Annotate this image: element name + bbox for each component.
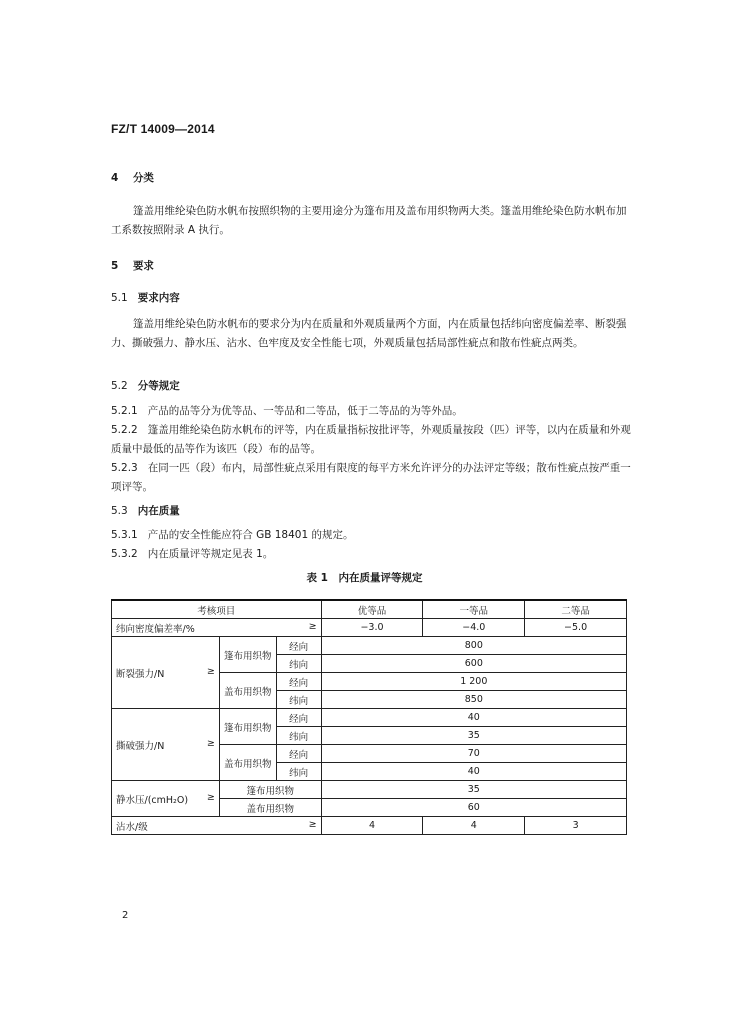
cell-value: 800 — [321, 637, 626, 655]
direction: 经向 — [276, 745, 321, 763]
direction: 纬向 — [276, 727, 321, 745]
table-row — [112, 709, 627, 727]
fabric-type: 盖布用织物 — [219, 745, 276, 781]
fabric-type: 盖布用织物 — [219, 799, 321, 817]
standard-number-header: FZ/T 14009—2014 — [111, 122, 215, 136]
clause-text: 产品的安全性能应符合 GB 18401 的规定。 — [147, 529, 354, 541]
cell-value: −5.0 — [525, 619, 627, 637]
label-text: 撕破强力/N — [116, 740, 165, 752]
cell-value: 4 — [321, 817, 423, 835]
cell-value: 40 — [321, 763, 626, 781]
clause-text: 产品的品等分为优等品、一等品和二等品，低于二等品的为等外品。 — [147, 405, 463, 417]
header-grade-superior: 优等品 — [321, 600, 423, 619]
section-number: 4 — [111, 172, 119, 184]
header-grade-second: 二等品 — [525, 600, 627, 619]
clause-5-3-2 — [111, 545, 631, 564]
cell-value: −3.0 — [321, 619, 423, 637]
clause-text: 篷盖用维纶染色防水帆布的评等，内在质量指标按批评等，外观质量按段（匹）评等，以内在质量和外观质量中最低的品等作为该匹（段）布的品等。 — [111, 424, 631, 455]
cell-value: 850 — [321, 691, 626, 709]
direction: 经向 — [276, 673, 321, 691]
label-text: 沾水/级 — [116, 821, 148, 833]
row-label — [112, 619, 322, 637]
quality-grading-table — [111, 599, 627, 835]
section-title: 分类 — [132, 172, 154, 184]
label-text: 静水压/(cmH₂O) — [116, 794, 189, 806]
cell-value: 4 — [423, 817, 525, 835]
table-row — [112, 817, 627, 835]
cell-value: −4.0 — [423, 619, 525, 637]
fabric-type: 盖布用织物 — [219, 673, 276, 709]
section-5-heading — [111, 258, 154, 273]
clause-5-3-1 — [111, 526, 631, 545]
clause-5-2-1 — [111, 402, 631, 421]
ge-sign: ≥ — [206, 737, 215, 749]
direction: 经向 — [276, 709, 321, 727]
row-label — [112, 709, 220, 781]
fabric-type: 篷布用织物 — [219, 637, 276, 673]
clause-number: 5.2.1 — [111, 405, 138, 417]
label-text: 纬向密度偏差率/% — [116, 623, 195, 635]
direction: 经向 — [276, 637, 321, 655]
cell-value: 70 — [321, 745, 626, 763]
section-5-3-heading — [111, 503, 180, 518]
clause-number: 5.3.1 — [111, 529, 138, 541]
section-number: 5 — [111, 260, 119, 272]
fabric-type: 篷布用织物 — [219, 709, 276, 745]
page-number: 2 — [122, 910, 129, 921]
ge-sign: ≥ — [308, 818, 317, 830]
cell-value: 3 — [525, 817, 627, 835]
section-title: 要求内容 — [137, 292, 180, 304]
row-label — [112, 637, 220, 709]
cell-value: 600 — [321, 655, 626, 673]
section-5-1-paragraph: 篷盖用维纶染色防水帆布的要求分为内在质量和外观质量两个方面，内在质量包括纬向密度偏差率、断裂强力、撕破强力、静水压、沾水、色牢度及安全性能七项，外观质量包括局部性疵点和散布性疵点两类。 — [111, 318, 627, 349]
cell-value: 40 — [321, 709, 626, 727]
ge-sign: ≥ — [206, 791, 215, 803]
section-title: 内在质量 — [137, 505, 180, 517]
table-row — [112, 619, 627, 637]
section-number: 5.3 — [111, 505, 128, 517]
direction: 纬向 — [276, 691, 321, 709]
table-caption: 表 1 内在质量评等规定 — [306, 572, 423, 584]
fabric-type: 篷布用织物 — [219, 781, 321, 799]
section-5-2-heading — [111, 378, 180, 393]
table-row — [112, 781, 627, 799]
row-label — [112, 817, 322, 835]
clause-5-2-3 — [111, 459, 631, 497]
clause-number: 5.2.3 — [111, 462, 138, 474]
direction: 纬向 — [276, 763, 321, 781]
header-grade-first: 一等品 — [423, 600, 525, 619]
section-4-paragraph: 篷盖用维纶染色防水帆布按照织物的主要用途分为篷布用及盖布用织物两大类。篷盖用维纶染色防水帆布加工系数按照附录 A 执行。 — [111, 205, 627, 236]
ge-sign: ≥ — [206, 665, 215, 677]
clause-text: 在同一匹（段）布内，局部性疵点采用有限度的每平方米允许评分的办法评定等级；散布性疵点按严重一项评等。 — [111, 462, 631, 493]
clause-number: 5.2.2 — [111, 424, 138, 436]
section-4-heading — [111, 170, 154, 185]
section-5-1-heading — [111, 290, 180, 305]
header-item: 考核项目 — [112, 600, 322, 619]
clause-text: 内在质量评等规定见表 1。 — [147, 548, 274, 560]
row-label — [112, 781, 220, 817]
label-text: 断裂强力/N — [116, 668, 165, 680]
section-number: 5.1 — [111, 292, 128, 304]
ge-sign: ≥ — [308, 620, 317, 632]
clause-5-2-2 — [111, 421, 631, 459]
section-title: 分等规定 — [137, 380, 180, 392]
section-title: 要求 — [132, 260, 154, 272]
cell-value: 35 — [321, 727, 626, 745]
clause-number: 5.3.2 — [111, 548, 138, 560]
cell-value: 60 — [321, 799, 626, 817]
section-number: 5.2 — [111, 380, 128, 392]
table-row — [112, 637, 627, 655]
direction: 纬向 — [276, 655, 321, 673]
cell-value: 1 200 — [321, 673, 626, 691]
table-header-row — [112, 600, 627, 619]
cell-value: 35 — [321, 781, 626, 799]
